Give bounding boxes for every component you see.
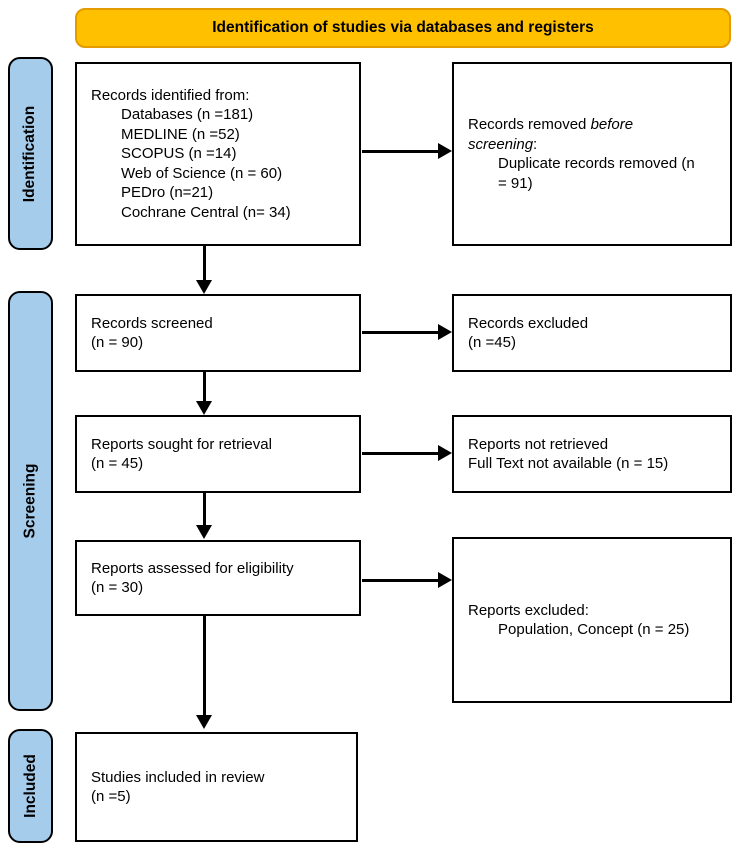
arrow-head-icon — [438, 324, 452, 340]
stage-label-screening-text: Screening — [21, 463, 39, 539]
reports-assessed-count: (n = 30) — [91, 579, 144, 596]
banner — [75, 8, 731, 48]
arrow-stem — [203, 616, 206, 716]
reports-sought-count: (n = 45) — [91, 455, 144, 472]
stage-label-included — [8, 729, 53, 843]
arrow-head-icon — [438, 445, 452, 461]
reports-not-retrieved-detail: Full Text not available (n = 15) — [468, 455, 669, 472]
box-records-screened — [75, 294, 361, 372]
arrow-head-icon — [196, 280, 212, 294]
box-records-identified — [75, 62, 361, 246]
records-identified-item: MEDLINE (n =52) — [121, 125, 240, 143]
records-identified-item: Cochrane Central (n= 34) — [121, 203, 291, 221]
reports-excluded-heading: Reports excluded: — [468, 601, 589, 619]
box-reports-excluded — [452, 537, 732, 703]
reports-assessed-line: Reports assessed for eligibility — [91, 559, 294, 577]
arrow-stem — [362, 579, 439, 582]
stage-label-included-text: Included — [21, 754, 39, 818]
reports-sought-line: Reports sought for retrieval — [91, 435, 272, 453]
box-reports-sought — [75, 415, 361, 493]
records-screened-line: Records screened — [91, 314, 213, 332]
stage-label-screening — [8, 291, 53, 711]
reports-excluded-item: Population, Concept (n = 25) — [498, 621, 690, 638]
arrow-stem — [203, 493, 206, 526]
box-records-removed — [452, 62, 732, 246]
records-identified-item: SCOPUS (n =14) — [121, 145, 237, 163]
records-identified-item: Databases (n =181) — [121, 106, 254, 124]
arrow-stem — [203, 246, 206, 281]
studies-included-line: Studies included in review — [91, 768, 265, 786]
box-reports-assessed — [75, 540, 361, 616]
records-excluded-line: Records excluded — [468, 314, 589, 332]
box-records-excluded — [452, 294, 732, 372]
records-removed-item: Duplicate records removed (n = 91) — [498, 155, 695, 192]
records-excluded-count: (n =45) — [468, 334, 516, 351]
stage-label-identification-text: Identification — [21, 105, 39, 202]
records-identified-item: PEDro (n=21) — [121, 184, 214, 202]
box-reports-not-retrieved — [452, 415, 732, 493]
records-identified-item: Web of Science (n = 60) — [121, 164, 283, 182]
arrow-stem — [362, 331, 439, 334]
reports-not-retrieved-line: Reports not retrieved — [468, 435, 609, 453]
arrow-stem — [362, 452, 439, 455]
arrow-stem — [203, 372, 206, 402]
stage-label-identification — [8, 57, 53, 250]
arrow-head-icon — [196, 401, 212, 415]
records-removed-heading: Records removed before screening: — [468, 116, 634, 153]
records-screened-count: (n = 90) — [91, 334, 144, 351]
arrow-head-icon — [196, 525, 212, 539]
arrow-head-icon — [438, 572, 452, 588]
arrow-head-icon — [438, 143, 452, 159]
studies-included-count: (n =5) — [91, 788, 131, 805]
records-identified-heading: Records identified from: — [91, 86, 250, 104]
box-studies-included — [75, 732, 358, 842]
arrow-stem — [362, 150, 439, 153]
banner-title: Identification of studies via databases and registers — [212, 19, 594, 36]
arrow-head-icon — [196, 715, 212, 729]
